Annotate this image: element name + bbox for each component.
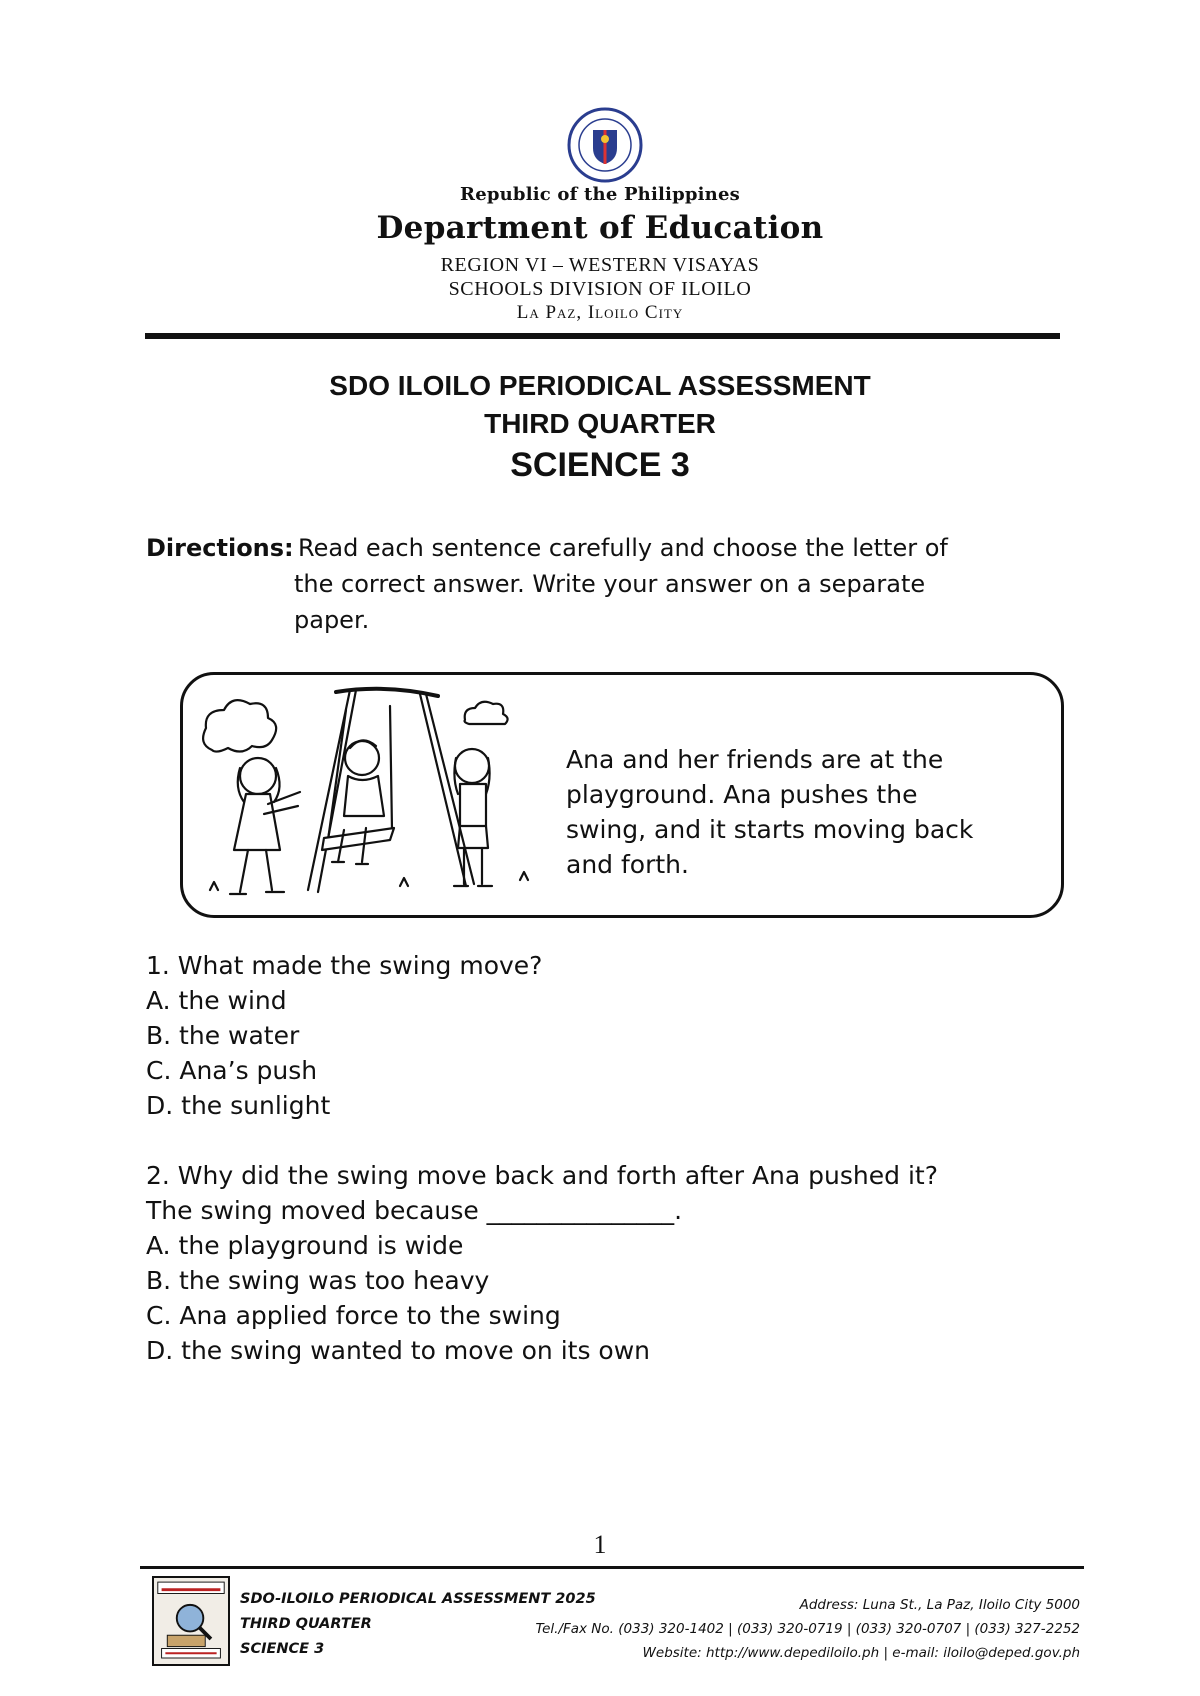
- question-1: [146, 948, 542, 1123]
- story-text: [566, 742, 1036, 882]
- quarter-title: THIRD QUARTER: [484, 408, 716, 439]
- answer-option: A. the playground is wide: [146, 1231, 464, 1260]
- footer-assessment: SDO-ILOILO PERIODICAL ASSESSMENT 2025: [240, 1591, 596, 1607]
- sdo-iloilo-assessment-logo-icon: [152, 1576, 230, 1666]
- footer-quarter: THIRD QUARTER: [240, 1616, 372, 1632]
- question-stem: 1. What made the swing move?: [146, 951, 543, 980]
- question-stem-continued: The swing moved because _______________.: [146, 1196, 683, 1225]
- footer-address: Address: Luna St., La Paz, Iloilo City 5000: [799, 1597, 1080, 1613]
- answer-option: C. Ana’s push: [146, 1056, 318, 1085]
- subject-title: SCIENCE 3: [510, 446, 690, 484]
- directions-label: Directions:: [146, 534, 294, 562]
- footer-website: Website: http://www.depediloilo.ph | e-mail: iloilo@deped.gov.ph: [642, 1645, 1080, 1661]
- division-line: SCHOOLS DIVISION OF ILOILO: [448, 278, 752, 300]
- answer-option: C. Ana applied force to the swing: [146, 1301, 561, 1330]
- city-line: La Paz, Iloilo City: [516, 302, 684, 323]
- directions-line-3: paper.: [294, 606, 370, 634]
- deped-seal-icon: [555, 106, 655, 184]
- footer-right: [536, 1593, 1080, 1665]
- region-line: REGION VI – WESTERN VISAYAS: [440, 254, 760, 276]
- page-number: 1: [593, 1530, 607, 1559]
- question-stem: 2. Why did the swing move back and forth after Ana pushed it?: [146, 1161, 938, 1190]
- footer-subject: SCIENCE 3: [240, 1641, 325, 1657]
- directions-line-2: the correct answer. Write your answer on a separate: [294, 570, 926, 598]
- header-divider: [145, 333, 1060, 339]
- question-2: [146, 1158, 938, 1368]
- playground-swing-illustration: [190, 680, 550, 912]
- footer-phone: Tel./Fax No. (033) 320-1402 | (033) 320-0719 | (033) 320-0707 | (033) 327-2252: [535, 1621, 1080, 1637]
- answer-option: A. the wind: [146, 986, 287, 1015]
- directions: [146, 530, 1066, 638]
- story-line: swing, and it starts moving back: [566, 815, 974, 844]
- story-line: Ana and her friends are at the: [566, 745, 944, 774]
- department-heading: Department of Education: [376, 210, 824, 246]
- directions-line-1: Read each sentence carefully and choose the letter of: [298, 534, 948, 562]
- answer-option: B. the swing was too heavy: [146, 1266, 490, 1295]
- footer-divider: [140, 1566, 1084, 1569]
- answer-option: D. the sunlight: [146, 1091, 331, 1120]
- story-line: playground. Ana pushes the: [566, 780, 918, 809]
- answer-option: D. the swing wanted to move on its own: [146, 1336, 651, 1365]
- assessment-title: SDO ILOILO PERIODICAL ASSESSMENT: [329, 370, 871, 401]
- republic-heading: Republic of the Philippines: [460, 184, 740, 205]
- answer-option: B. the water: [146, 1021, 300, 1050]
- story-line: and forth.: [566, 850, 689, 879]
